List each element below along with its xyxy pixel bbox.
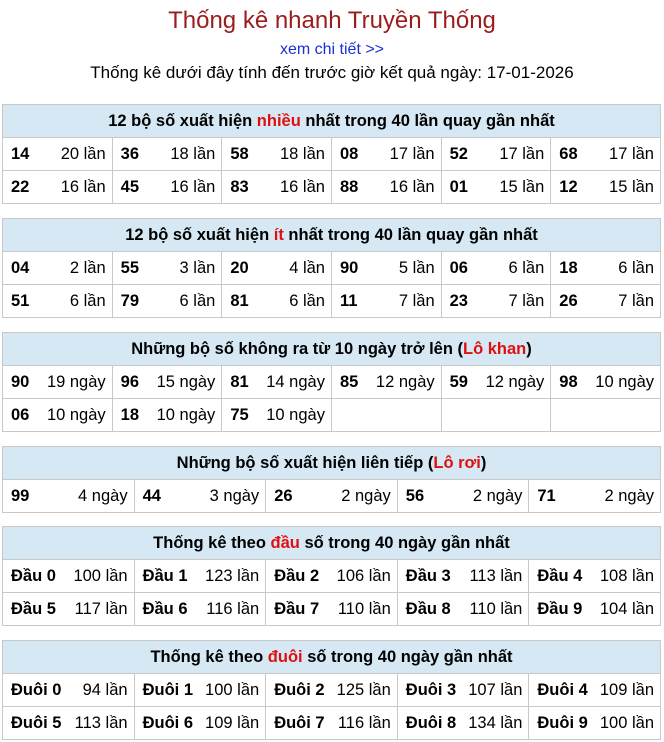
stat-cell (331, 171, 441, 204)
stat-key: 36 (120, 144, 140, 163)
stat-cell (3, 138, 113, 171)
stat-key: Đầu 4 (537, 566, 583, 585)
stat-count: 12 ngày (485, 372, 545, 391)
stat-key: 12 (559, 177, 578, 196)
stat-key: Đầu 8 (405, 599, 451, 618)
page-title: Thống kê nhanh Truyền Thống (168, 7, 496, 34)
stat-cell (529, 707, 661, 740)
stat-key: 90 (11, 372, 30, 391)
stat-count: 15 lần (499, 177, 545, 196)
table-row (3, 171, 661, 204)
stat-key: Đầu 5 (11, 599, 56, 618)
stat-cell (222, 252, 332, 285)
stat-cell (331, 366, 441, 399)
stat-key: 81 (230, 372, 249, 391)
empty-cell (441, 399, 551, 432)
stat-count: 3 lần (179, 258, 216, 277)
stat-key: 90 (339, 258, 359, 277)
stat-key: Đầu 1 (142, 566, 188, 585)
stat-key: Đuôi 2 (274, 680, 325, 699)
stat-key: 18 (120, 405, 140, 424)
stat-cell (3, 707, 135, 740)
roi-table (2, 446, 661, 513)
stat-key: Đuôi 9 (537, 713, 588, 732)
stat-count: 123 lần (205, 566, 260, 585)
stat-key: Đuôi 8 (405, 713, 457, 732)
stat-cell (112, 171, 222, 204)
stat-count: 2 ngày (472, 486, 523, 505)
date-note: Thống kê dưới đây tính đến trước giờ kết quả ngày: 17-01-2026 (90, 63, 574, 82)
stat-count: 7 lần (508, 291, 545, 310)
stat-key: Đuôi 0 (11, 680, 62, 699)
dau-table (2, 526, 661, 626)
stat-cell (551, 138, 661, 171)
stat-cell (112, 138, 222, 171)
stat-key: 96 (120, 372, 140, 391)
most-heading-pre: 12 bộ số xuất hiện (108, 111, 257, 130)
stat-count: 16 lần (170, 177, 216, 196)
stat-key: Đầu 0 (11, 566, 56, 585)
stat-key: 75 (230, 405, 249, 424)
stat-count: 7 lần (618, 291, 654, 310)
dau-heading-post: số trong 40 ngày gần nhất (299, 533, 510, 552)
stat-key: 71 (537, 486, 556, 505)
stat-cell (3, 560, 135, 593)
stat-count: 20 lần (60, 144, 106, 163)
stat-count: 7 lần (398, 291, 435, 310)
stat-count: 10 ngày (266, 405, 325, 424)
stat-key: Đầu 2 (274, 566, 320, 585)
table-row (3, 480, 661, 513)
stat-count: 16 lần (60, 177, 106, 196)
most-heading (3, 105, 661, 138)
stat-count: 108 lần (599, 566, 654, 585)
stat-key: 83 (230, 177, 249, 196)
stat-cell (134, 593, 266, 626)
table-row (3, 285, 661, 318)
stat-key: 79 (120, 291, 140, 310)
stat-cell (441, 138, 551, 171)
stat-cell (331, 285, 441, 318)
stat-key: Đuôi 1 (142, 680, 194, 699)
stat-count: 17 lần (499, 144, 545, 163)
stat-cell (331, 138, 441, 171)
stat-key: 22 (11, 177, 30, 196)
stat-count: 125 lần (336, 680, 391, 699)
stat-key: 23 (449, 291, 468, 310)
stat-count: 6 lần (179, 291, 216, 310)
stat-count: 5 lần (398, 258, 435, 277)
stat-key: 51 (11, 291, 30, 310)
stat-count: 17 lần (609, 144, 654, 163)
stat-cell (529, 674, 661, 707)
stat-cell (397, 560, 529, 593)
stat-key: Đuôi 7 (274, 713, 325, 732)
stat-cell (441, 366, 551, 399)
stat-count: 19 ngày (46, 372, 106, 391)
most-heading-post: nhất trong 40 lần quay gần nhất (300, 111, 555, 130)
stat-cell (3, 480, 135, 513)
stat-count: 16 lần (389, 177, 435, 196)
stat-count: 10 ngày (156, 405, 216, 424)
stat-count: 113 lần (469, 566, 523, 585)
stat-key: 99 (11, 486, 30, 505)
stat-count: 100 lần (73, 566, 128, 585)
stat-count: 18 lần (280, 144, 325, 163)
stat-cell (441, 252, 551, 285)
stat-count: 2 ngày (341, 486, 391, 505)
stat-cell (222, 399, 332, 432)
stat-count: 94 lần (82, 680, 128, 699)
stat-key: 59 (449, 372, 468, 391)
stat-count: 116 lần (206, 599, 260, 618)
stat-cell (3, 366, 113, 399)
stat-count: 100 lần (599, 713, 654, 732)
table-row (3, 560, 661, 593)
least-heading-post: nhất trong 40 lần quay gần nhất (283, 225, 538, 244)
stat-key: 85 (339, 372, 359, 391)
view-details-link[interactable]: xem chi tiết >> (279, 41, 385, 58)
stat-count: 113 lần (74, 713, 128, 732)
stat-count: 6 lần (618, 258, 654, 277)
stat-count: 4 ngày (78, 486, 128, 505)
khan-heading-pre: Những bộ số không ra từ 10 ngày trở lên ( (131, 339, 463, 358)
stat-cell (112, 285, 222, 318)
stat-cell (134, 480, 266, 513)
stat-key: 88 (339, 177, 359, 196)
stat-cell (3, 674, 135, 707)
most-heading-hl: nhiều (256, 111, 301, 130)
stat-key: Đầu 3 (405, 566, 451, 585)
table-row (3, 674, 661, 707)
stat-cell (134, 560, 266, 593)
stat-cell (397, 480, 529, 513)
stat-key: 06 (449, 258, 468, 277)
stat-cell (3, 593, 135, 626)
stat-cell (397, 674, 529, 707)
stat-cell (134, 674, 266, 707)
stat-count: 3 ngày (209, 486, 260, 505)
stat-key: Đầu 9 (537, 599, 583, 618)
least-table (2, 218, 661, 318)
stat-key: 26 (559, 291, 578, 310)
stat-cell (266, 674, 398, 707)
table-row (3, 138, 661, 171)
stat-key: 26 (274, 486, 293, 505)
stat-cell (551, 366, 661, 399)
stat-key: 14 (11, 144, 30, 163)
stat-cell (266, 560, 398, 593)
stat-key: Đầu 7 (274, 599, 320, 618)
dau-heading (3, 527, 661, 560)
stat-key: 11 (339, 291, 358, 310)
dau-heading-hl: đầu (270, 533, 300, 552)
stat-cell (222, 366, 332, 399)
stat-key: 68 (559, 144, 578, 163)
stat-key: Đầu 6 (142, 599, 188, 618)
table-row (3, 252, 661, 285)
stat-key: 98 (559, 372, 578, 391)
stat-key: 55 (120, 258, 140, 277)
duoi-heading-post: số trong 40 ngày gần nhất (302, 647, 513, 666)
stat-key: Đuôi 6 (142, 713, 194, 732)
stat-count: 100 lần (205, 680, 260, 699)
stat-cell (529, 560, 661, 593)
roi-heading-hl: Lô rơi (433, 453, 481, 472)
stat-count: 12 ngày (375, 372, 435, 391)
stat-cell (397, 593, 529, 626)
stat-cell (397, 707, 529, 740)
stat-count: 2 lần (69, 258, 106, 277)
stat-cell (551, 171, 661, 204)
stat-cell (441, 285, 551, 318)
empty-cell (551, 399, 661, 432)
roi-heading (3, 447, 661, 480)
stat-count: 2 ngày (604, 486, 654, 505)
stat-count: 16 lần (280, 177, 325, 196)
stat-key: 52 (449, 144, 468, 163)
stat-count: 10 ngày (46, 405, 106, 424)
stat-key: 44 (142, 486, 161, 505)
stat-count: 15 lần (609, 177, 654, 196)
table-row (3, 399, 661, 432)
stat-count: 134 lần (468, 713, 523, 732)
dau-heading-pre: Thống kê theo (153, 533, 271, 552)
stat-cell (3, 171, 113, 204)
table-row (3, 593, 661, 626)
stat-key: 08 (339, 144, 359, 163)
stat-count: 15 ngày (156, 372, 216, 391)
stat-cell (112, 399, 222, 432)
stat-count: 106 lần (336, 566, 391, 585)
stat-key: 06 (11, 405, 30, 424)
stat-cell (3, 252, 113, 285)
stat-cell (551, 252, 661, 285)
stat-cell (266, 593, 398, 626)
stat-count: 4 lần (289, 258, 325, 277)
khan-heading-hl: Lô khan (462, 339, 527, 358)
empty-cell (331, 399, 441, 432)
duoi-heading (3, 641, 661, 674)
stat-count: 116 lần (337, 713, 391, 732)
stat-cell (266, 480, 398, 513)
stat-count: 117 lần (74, 599, 128, 618)
stat-cell (529, 593, 661, 626)
duoi-heading-hl: đuôi (267, 647, 303, 666)
stat-key: 18 (559, 258, 578, 277)
stat-cell (112, 252, 222, 285)
stat-key: Đuôi 3 (405, 680, 457, 699)
stat-count: 14 ngày (266, 372, 325, 391)
khan-heading-post: ) (526, 339, 532, 358)
stat-cell (222, 171, 332, 204)
stat-key: Đuôi 4 (537, 680, 588, 699)
stat-key: 04 (11, 258, 30, 277)
stat-key: 58 (230, 144, 249, 163)
least-heading-hl: ít (273, 225, 284, 244)
stat-key: 45 (120, 177, 140, 196)
least-heading-pre: 12 bộ số xuất hiện (125, 225, 274, 244)
stat-count: 110 lần (337, 599, 391, 618)
khan-heading (3, 333, 661, 366)
duoi-heading-pre: Thống kê theo (150, 647, 268, 666)
stat-count: 6 lần (289, 291, 325, 310)
stat-cell (222, 138, 332, 171)
roi-heading-post: ) (480, 453, 487, 472)
stat-key: 20 (230, 258, 249, 277)
stat-count: 109 lần (599, 680, 654, 699)
stat-count: 104 lần (599, 599, 654, 618)
stat-cell (529, 480, 661, 513)
most-table (2, 104, 661, 204)
stat-count: 107 lần (468, 680, 523, 699)
table-row (3, 707, 661, 740)
roi-heading-pre: Những bộ số xuất hiện liên tiếp ( (176, 453, 434, 472)
stat-cell (441, 171, 551, 204)
least-heading (3, 219, 661, 252)
stat-cell (112, 366, 222, 399)
stat-count: 10 ngày (595, 372, 654, 391)
stat-cell (134, 707, 266, 740)
stat-key: 01 (449, 177, 468, 196)
stat-key: 81 (230, 291, 249, 310)
stat-cell (266, 707, 398, 740)
stat-cell (551, 285, 661, 318)
stat-count: 17 lần (389, 144, 435, 163)
stat-count: 6 lần (69, 291, 106, 310)
stat-cell (3, 285, 113, 318)
table-row (3, 366, 661, 399)
stat-cell (222, 285, 332, 318)
stat-cell (331, 252, 441, 285)
stat-key: 56 (405, 486, 425, 505)
stat-count: 109 lần (205, 713, 260, 732)
duoi-table (2, 640, 661, 740)
stat-count: 110 lần (469, 599, 523, 618)
stat-count: 6 lần (508, 258, 545, 277)
stat-key: Đuôi 5 (11, 713, 62, 732)
stat-cell (3, 399, 113, 432)
khan-table (2, 332, 661, 432)
stat-count: 18 lần (170, 144, 216, 163)
